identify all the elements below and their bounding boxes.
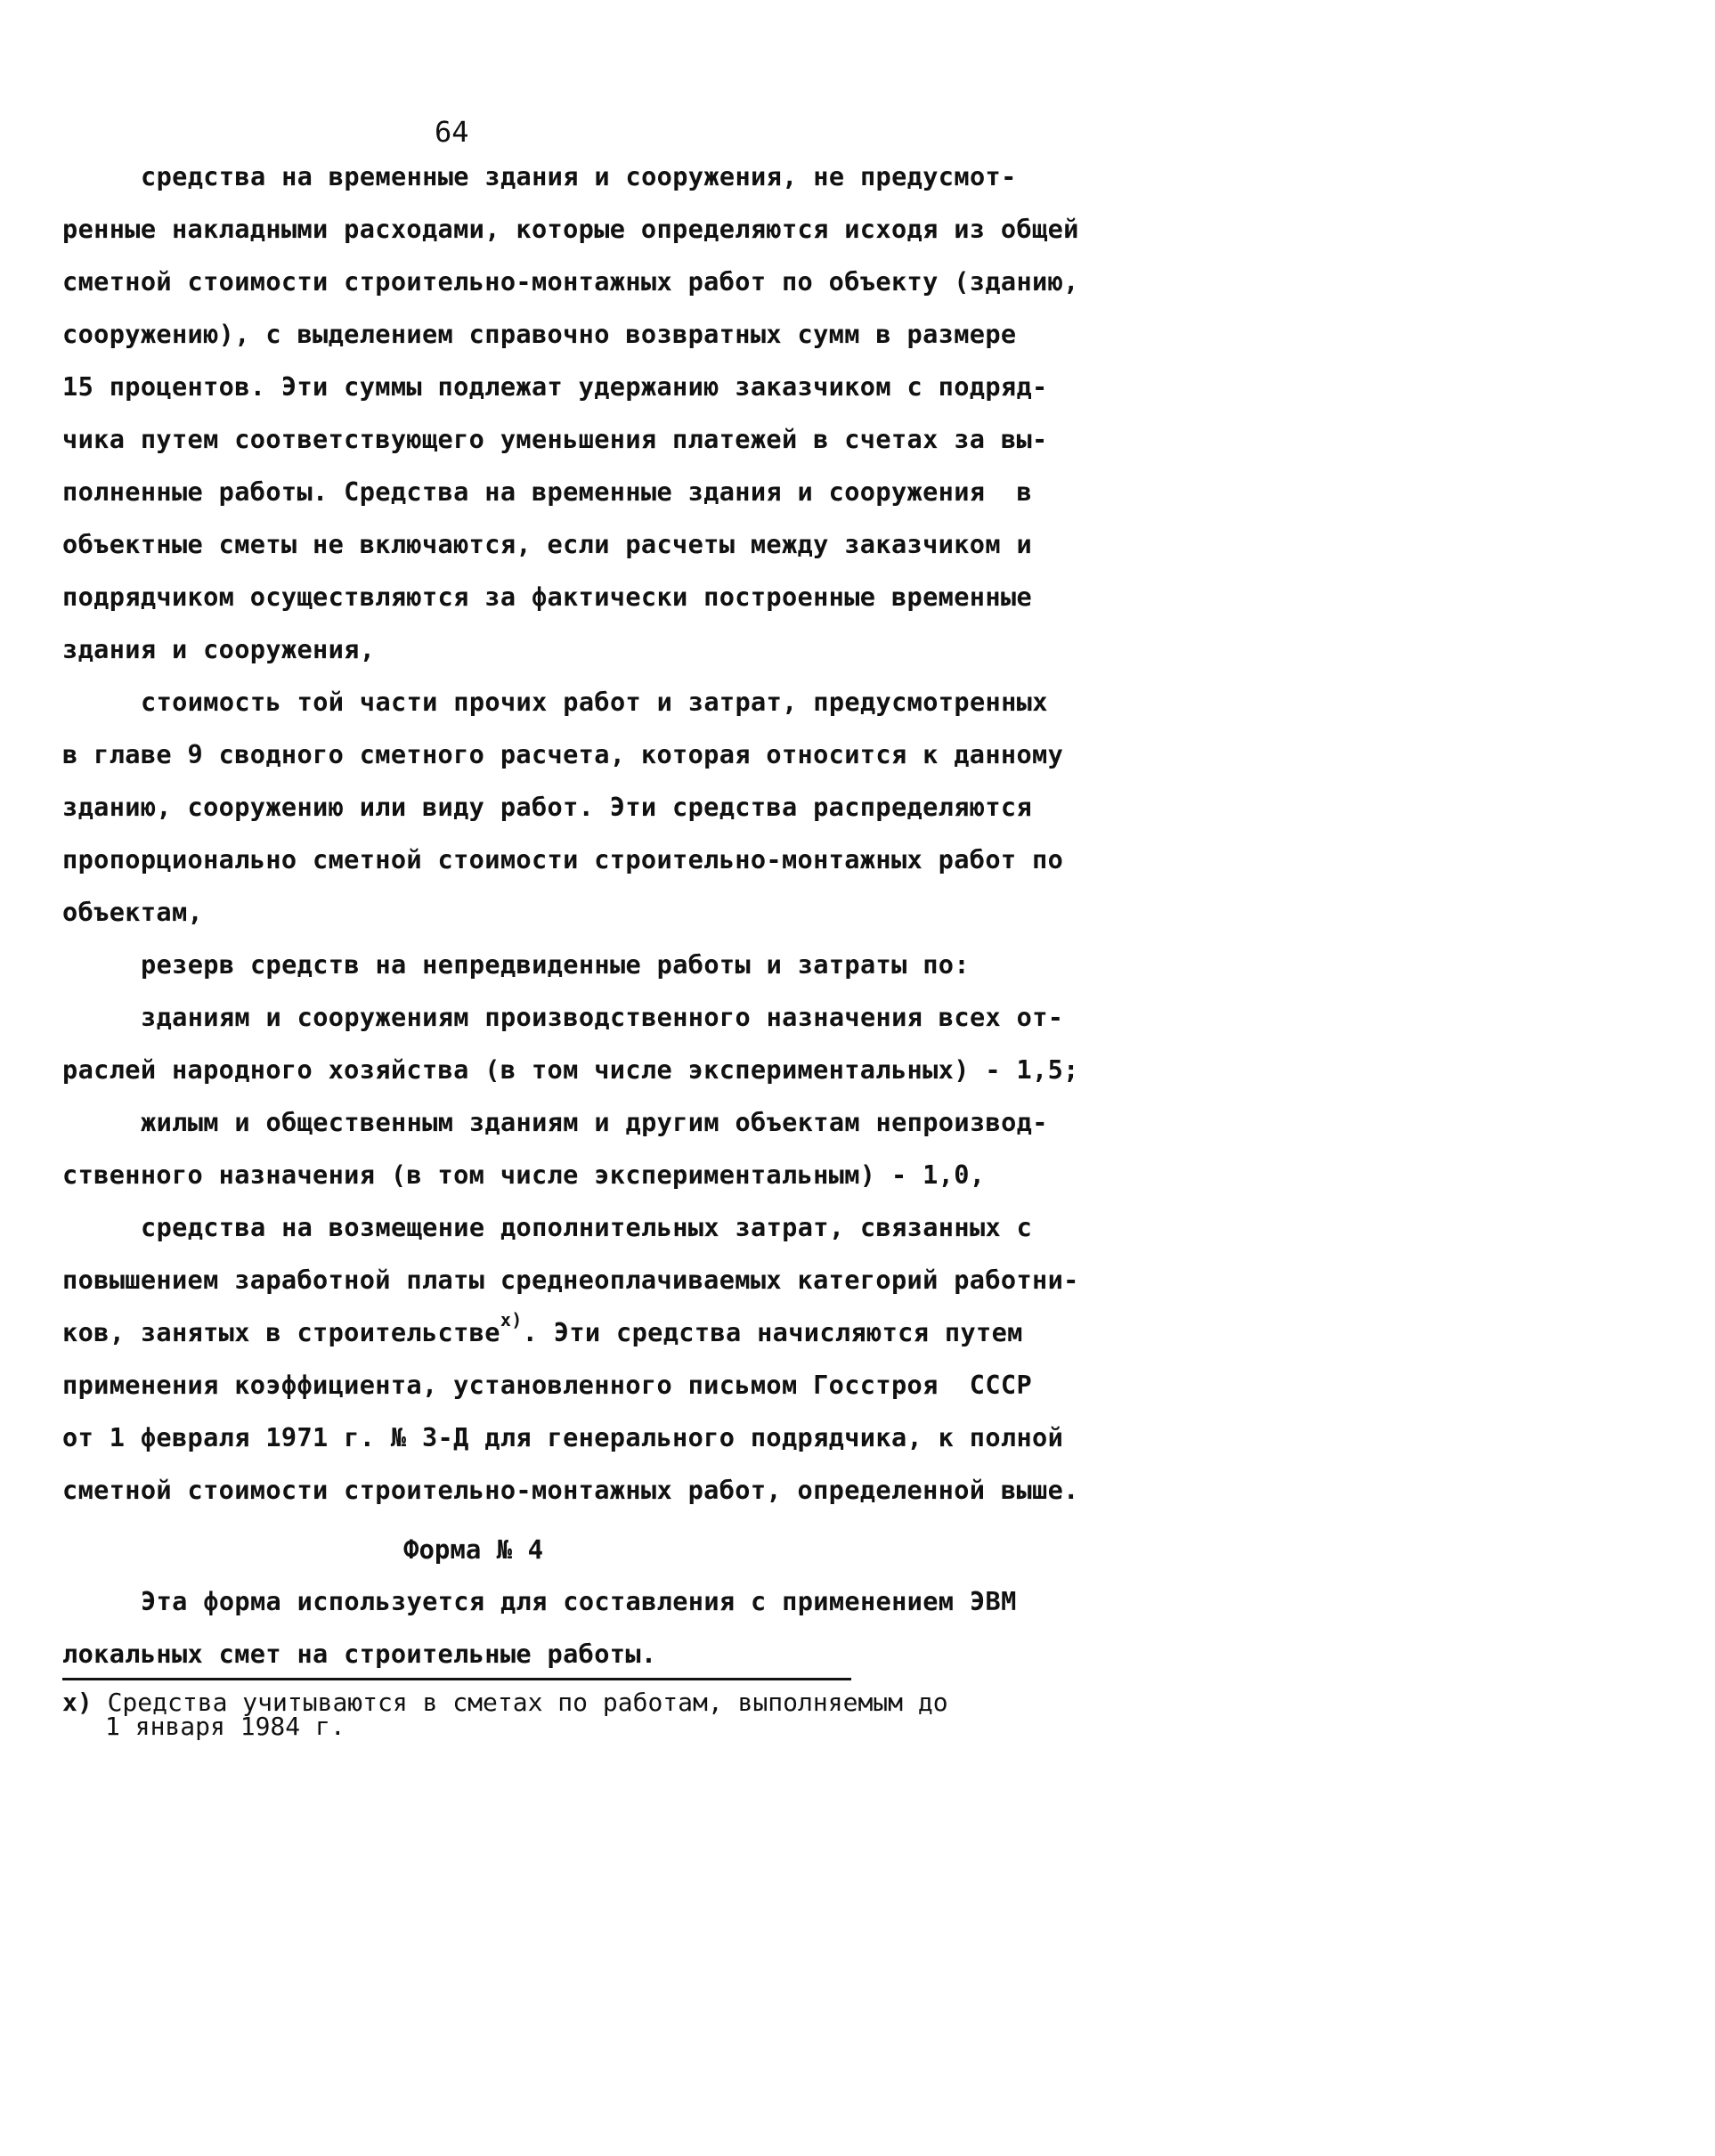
text-line: раслей народного хозяйства (в том числе экспериментальных) - 1,5; bbox=[62, 1054, 1079, 1085]
text-line: зданиям и сооружениям производственного назначения всех от- bbox=[141, 1002, 1064, 1032]
text-line: полненные работы. Средства на временные здания и сооружения в bbox=[62, 476, 1033, 507]
text-line: зданию, сооружению или виду работ. Эти средства распределяются bbox=[62, 792, 1033, 822]
text-line: здания и сооружения, bbox=[62, 634, 376, 664]
text-line: пропорционально сметной стоимости строительно-монтажных работ по bbox=[62, 844, 1064, 875]
text-line: сооружению), с выделением справочно возвратных сумм в размере bbox=[62, 319, 1017, 349]
text-line: в главе 9 сводного сметного расчета, которая относится к данному bbox=[62, 739, 1064, 769]
footnote-reference: х) bbox=[500, 1309, 523, 1331]
text-line: повышением заработной платы среднеоплачиваемых категорий работни- bbox=[62, 1265, 1079, 1295]
text-line-with-footnote-ref bbox=[62, 1309, 1023, 1350]
text-line: средства на возмещение дополнительных затрат, связанных с bbox=[141, 1212, 1033, 1242]
text-line: объектные сметы не включаются, если расчеты между заказчиком и bbox=[62, 529, 1033, 559]
text-line: стоимость той части прочих работ и затрат, предусмотренных bbox=[141, 687, 1048, 717]
text-line: подрядчиком осуществляются за фактически построенные временные bbox=[62, 582, 1033, 612]
text-line: жилым и общественным зданиям и другим объектам непроизвод- bbox=[141, 1107, 1048, 1137]
footnote-divider bbox=[62, 1678, 851, 1680]
text-line: средства на временные здания и сооружения, не предусмот- bbox=[141, 161, 1017, 191]
text-line: ренные накладными расходами, которые определяются исходя из общей bbox=[62, 214, 1079, 244]
footnote-text-continued: 1 января 1984 г. bbox=[105, 1712, 345, 1741]
text-line: локальных смет на строительные работы. bbox=[62, 1639, 657, 1669]
footnote-text: Средства учитываются в сметах по работам, выполняемым до bbox=[107, 1688, 948, 1717]
text-line: сметной стоимости строительно-монтажных работ, определенной выше. bbox=[62, 1475, 1079, 1505]
page-number: 64 bbox=[435, 115, 469, 149]
text-line: Эта форма используется для составления с применением ЭВМ bbox=[141, 1586, 1017, 1616]
text-segment: ков, занятых в строительстве bbox=[62, 1317, 500, 1347]
text-line: сметной стоимости строительно-монтажных работ по объекту (зданию, bbox=[62, 266, 1079, 297]
footnote-marker: х) bbox=[62, 1688, 93, 1717]
text-line: объектам, bbox=[62, 897, 204, 927]
text-line: 15 процентов. Эти суммы подлежат удержанию заказчиком с подряд- bbox=[62, 371, 1048, 402]
text-line: применения коэффициента, установленного письмом Госстроя СССР bbox=[62, 1370, 1033, 1400]
text-line: резерв средств на непредвиденные работы и затраты по: bbox=[141, 949, 970, 980]
text-line: ственного назначения (в том числе экспериментальным) - 1,0, bbox=[62, 1159, 986, 1190]
text-line: от 1 февраля 1971 г. № 3-Д для генерального подрядчика, к полной bbox=[62, 1422, 1064, 1452]
form-heading: Форма № 4 bbox=[403, 1534, 544, 1565]
text-line: чика путем соответствующего уменьшения платежей в счетах за вы- bbox=[62, 424, 1048, 454]
text-segment: . Эти средства начисляются путем bbox=[522, 1317, 1023, 1347]
footnote bbox=[62, 1688, 948, 1741]
